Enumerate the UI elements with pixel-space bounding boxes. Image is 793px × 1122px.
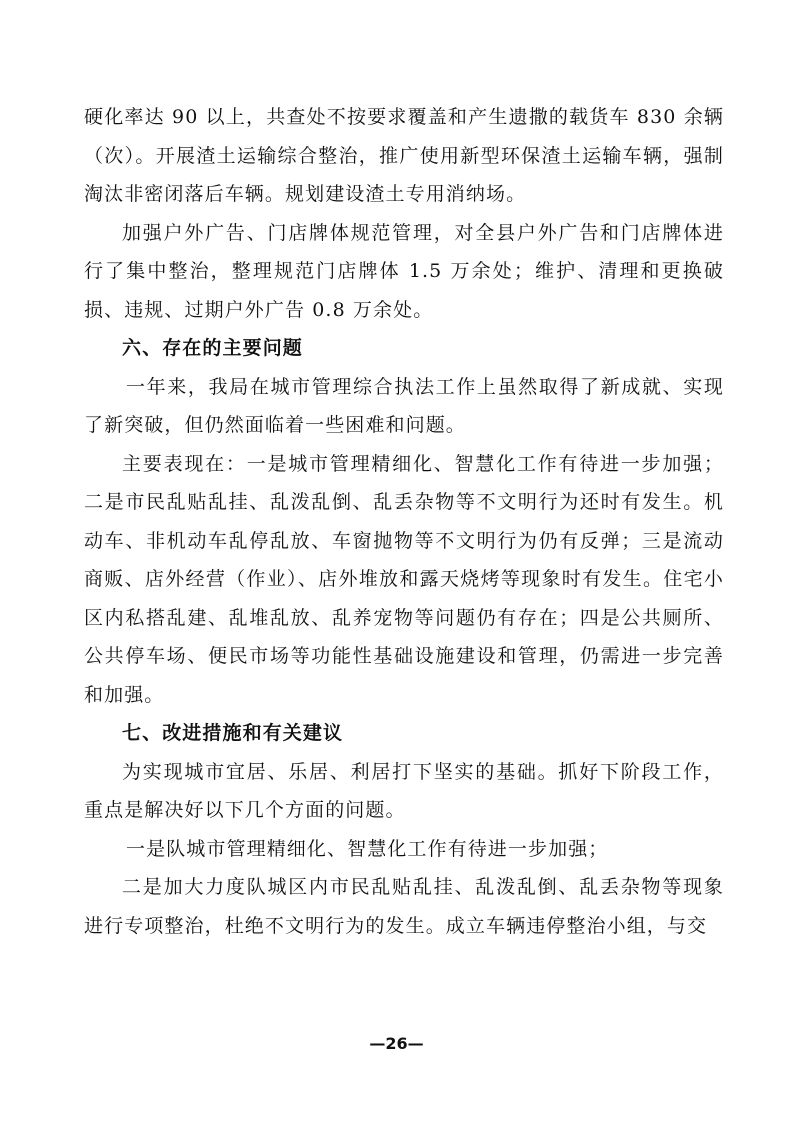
paragraph-advertising: 加强户外广告、门店牌体规范管理，对全县户外广告和门店牌体进行了集中整治，整理规范门店牌体 1.5 万余处；维护、清理和更换破损、违规、过期户外广告 0.8 万余处。 xyxy=(84,221,724,321)
page-number: —26— xyxy=(369,1034,424,1053)
paragraph-measure-one: 一是队城市管理精细化、智慧化工作有待进一步加强； xyxy=(126,837,609,860)
paragraph-continuation: 硬化率达 90 以上，共查处不按要求覆盖和产生遗撒的载货车 830 余辆（次）。开展渣土运输综合整治，推广使用新型环保渣土运输车辆，强制淘汰非密闭落后车辆。规划建设渣土专用消纳场。 xyxy=(84,106,724,205)
paragraph-improvement-intro: 为实现城市宜居、乐居、利居打下坚实的基础。抓好下阶段工作，重点是解决好以下几个方面的问题。 xyxy=(84,760,724,821)
paragraph-year-summary: 一年来，我局在城市管理综合执法工作上虽然取得了新成就、实现了新突破，但仍然面临着一些困难和问题。 xyxy=(84,375,724,436)
paragraph-measure-two: 二是加大力度队城区内市民乱贴乱挂、乱泼乱倒、乱丢杂物等现象进行专项整治，杜绝不文明行为的发生。成立车辆违停整治小组，与交 xyxy=(84,876,724,937)
paragraph-main-issues: 主要表现在：一是城市管理精细化、智慧化工作有待进一步加强；二是市民乱贴乱挂、乱泼乱倒、乱丢杂物等不文明行为还时有发生。机动车、非机动车乱停乱放、车窗抛物等不文明行为仍有反弹；三是流动商贩、店外经营（作业）、店外堆放和露天烧烤等现象时有发生。住宅小区内私搭乱建、乱堆乱放、乱养宠物等问题仍有存在；四是公共厕所、公共停车场、便民市场等功能性基础设施建设和管理，仍需进一步完善和加强。 xyxy=(84,452,724,706)
section-heading-problems: 六、存在的主要问题 xyxy=(122,337,303,359)
document-body xyxy=(84,98,724,945)
section-heading-improvements: 七、改进措施和有关建议 xyxy=(122,722,344,744)
